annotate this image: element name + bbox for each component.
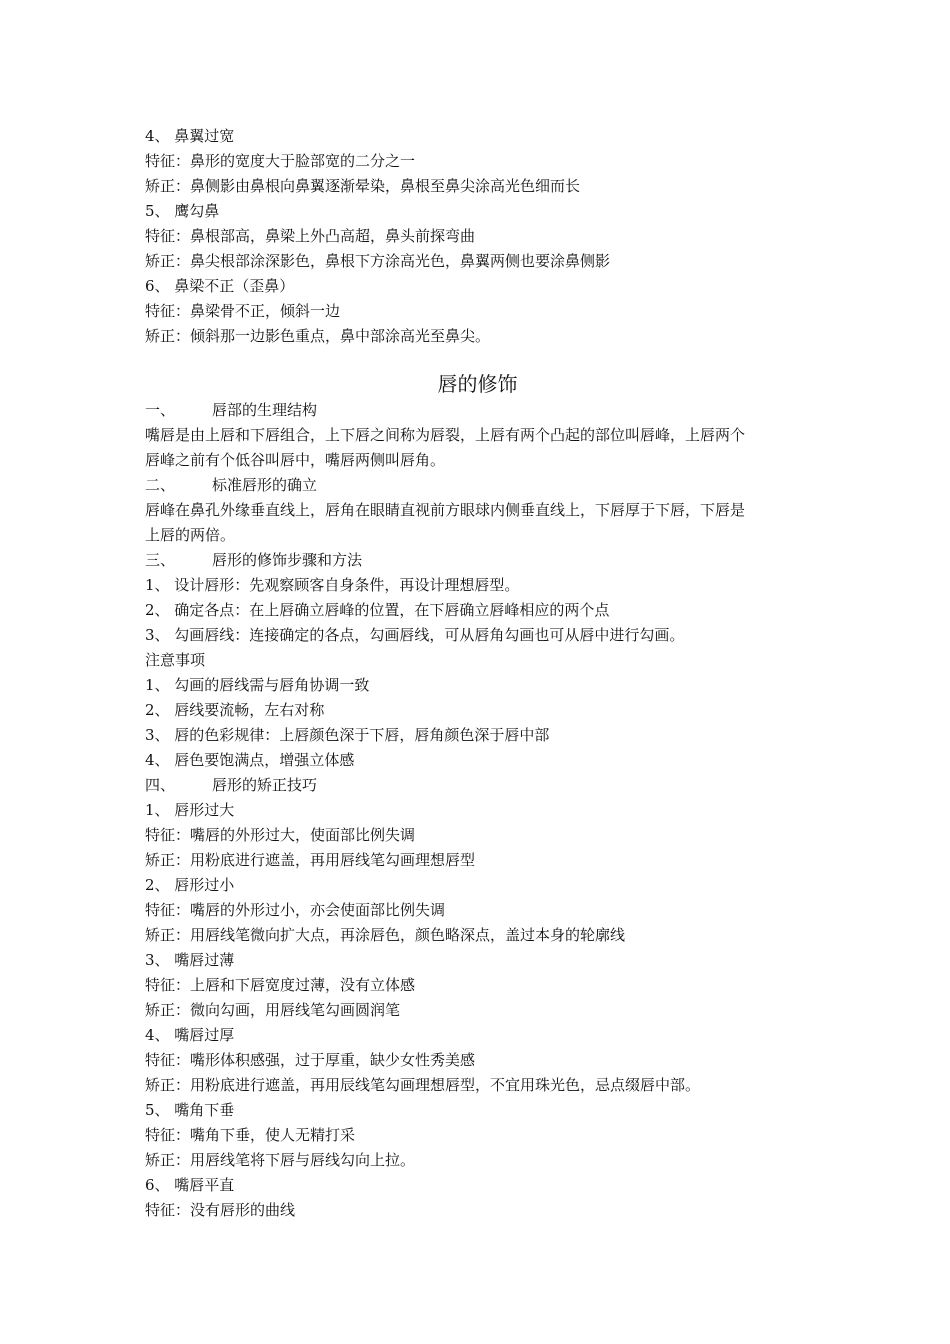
section-number: 一、 [145, 401, 176, 419]
section-heading-text: 唇形的矫正技巧 [212, 776, 318, 794]
lip-section-title: 唇的修饰 [437, 372, 518, 396]
section-number: 二、 [145, 476, 176, 494]
lip-feature-line: 特征：上唇和下唇宽度过薄，没有立体感 [145, 976, 416, 994]
lip-correction-line: 矫正：用唇线笔将下唇与唇线勾向上拉。 [145, 1151, 416, 1169]
lip-feature-line: 特征：没有唇形的曲线 [145, 1201, 296, 1219]
standard-lip-section [145, 473, 810, 548]
lip-correction-line: 矫正：用唇线笔微向扩大点，再涂唇色，颜色略深点，盖过本身的轮廓线 [145, 926, 626, 944]
lip-item-heading: 5、 嘴角下垂 [145, 1101, 235, 1119]
section-heading-text: 唇形的修饰步骤和方法 [212, 551, 363, 569]
section-heading [145, 548, 810, 573]
lip-correction-line: 矫正：用粉底进行遮盖，再用辰线笔勾画理想唇型，不宜用珠光色，忌点缀唇中部。 [145, 1076, 701, 1094]
list-item: 2、 确定各点：在上唇确立唇峰的位置，在下唇确立唇峰相应的两个点 [145, 601, 610, 619]
lip-item-heading: 1、 唇形过大 [145, 801, 235, 819]
nose-item-heading: 6、 鼻梁不正（歪鼻） [145, 277, 295, 295]
nose-correction-line: 矫正：鼻侧影由鼻根向鼻翼逐渐晕染，鼻根至鼻尖涂高光色细而长 [145, 177, 581, 195]
lip-item-heading: 3、 嘴唇过薄 [145, 951, 235, 969]
section-number: 三、 [145, 551, 176, 569]
nose-correction-section [145, 124, 810, 349]
notes-heading: 注意事项 [145, 651, 206, 669]
nose-feature-line: 特征：鼻梁骨不正，倾斜一边 [145, 302, 341, 320]
lip-feature-line: 特征：嘴形体积感强，过于厚重，缺少女性秀美感 [145, 1051, 476, 1069]
paragraph-line: 唇峰在鼻孔外缘垂直线上，唇角在眼睛直视前方眼球内侧垂直线上，下唇厚于下唇，下唇是 [145, 501, 746, 519]
paragraph-line: 上唇的两倍。 [145, 526, 236, 544]
paragraph-line: 嘴唇是由上唇和下唇组合，上下唇之间称为唇裂，上唇有两个凸起的部位叫唇峰，上唇两个 [145, 426, 746, 444]
lip-steps-section [145, 548, 810, 773]
section-heading-text: 唇部的生理结构 [212, 401, 318, 419]
section-heading [145, 773, 810, 798]
paragraph-line: 唇峰之前有个低谷叫唇中，嘴唇两侧叫唇角。 [145, 451, 446, 469]
list-item: 4、 唇色要饱满点，增强立体感 [145, 751, 355, 769]
list-item: 1、 设计唇形：先观察顾客自身条件，再设计理想唇型。 [145, 576, 520, 594]
lip-correction-line: 矫正：微向勾画，用唇线笔勾画圆润笔 [145, 1001, 401, 1019]
nose-feature-line: 特征：鼻根部高，鼻梁上外凸高超，鼻头前探弯曲 [145, 227, 476, 245]
nose-item-heading: 4、 鼻翼过宽 [145, 127, 235, 145]
lip-feature-line: 特征：嘴唇的外形过大，使面部比例失调 [145, 826, 416, 844]
section-number: 四、 [145, 776, 176, 794]
lip-item-heading: 2、 唇形过小 [145, 876, 235, 894]
lip-item-heading: 6、 嘴唇平直 [145, 1176, 235, 1194]
document-content [145, 124, 810, 1223]
list-item: 1、 勾画的唇线需与唇角协调一致 [145, 676, 370, 694]
lip-feature-line: 特征：嘴唇的外形过小，亦会使面部比例失调 [145, 901, 446, 919]
section-heading [145, 398, 810, 423]
list-item: 3、 唇的色彩规律：上唇颜色深于下唇，唇角颜色深于唇中部 [145, 726, 550, 744]
list-item: 3、 勾画唇线：连接确定的各点，勾画唇线，可从唇角勾画也可从唇中进行勾画。 [145, 626, 685, 644]
section-heading-text: 标准唇形的确立 [212, 476, 318, 494]
nose-correction-line: 矫正：倾斜那一边影色重点，鼻中部涂高光至鼻尖。 [145, 327, 491, 345]
list-item: 2、 唇线要流畅，左右对称 [145, 701, 325, 719]
nose-correction-line: 矫正：鼻尖根部涂深影色，鼻根下方涂高光色，鼻翼两侧也要涂鼻侧影 [145, 252, 611, 270]
lip-item-heading: 4、 嘴唇过厚 [145, 1026, 235, 1044]
section-heading [145, 473, 810, 498]
lip-correction-line: 矫正：用粉底进行遮盖，再用唇线笔勾画理想唇型 [145, 851, 476, 869]
lip-correction-section [145, 773, 810, 1223]
lip-structure-section [145, 398, 810, 473]
nose-item-heading: 5、 鹰勾鼻 [145, 202, 220, 220]
lip-feature-line: 特征：嘴角下垂，使人无精打采 [145, 1126, 356, 1144]
nose-feature-line: 特征：鼻形的宽度大于脸部宽的二分之一 [145, 152, 416, 170]
